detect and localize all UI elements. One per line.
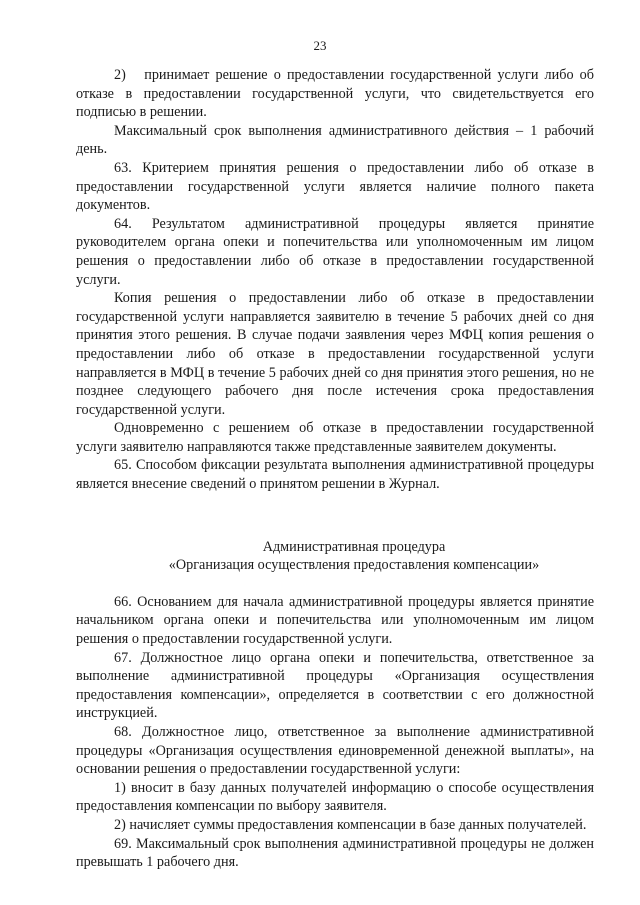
paragraph-68-item-2: 2) начисляет суммы предоставления компенсации в базе данных получателей. — [114, 816, 587, 833]
section-heading-title: Административная процедура — [262, 538, 446, 555]
paragraph-66: 66. Основанием для начала административной процедуры является принятие начальником органа опеки и попечительства или уполномоченным им лицом решения о предоставлении государственной услуги. — [76, 593, 594, 648]
paragraph-64: 64. Результатом административной процедуры является принятие руководителем органа опеки и попечительства или уполномоченным им лицом решения о предоставлении либо об отказе в предоставлении государственной услуги. — [76, 215, 594, 288]
paragraph-decision-copy: Копия решения о предоставлении либо об отказе в предоставлении государственной услуги направляется заявителю в течение 5 рабочих дней со дня принятия этого решения. В случае подачи заявления через МФЦ копия решения о предоставлении либо об отказе в предоставлении государственной услуги направляется в МФЦ в течение 5 рабочих дней со дня принятия этого решения, но не позднее следующего рабочего дня после истечения срока предоставления государственной услуги. — [76, 290, 594, 418]
paragraph-68: 68. Должностное лицо, ответственное за выполнение административной процедуры «Организация осуществления единовременной денежной выплаты», на основании решения о предоставлении государственной услуги: — [76, 724, 594, 778]
page-number: 23 — [313, 38, 327, 53]
paragraph-67: 67. Должностное лицо органа опеки и попечительства, ответственное за выполнение административной процедуры «Организация осуществления предоставления компенсации», определяется в соответствии с его должностной инструкцией. — [76, 649, 594, 722]
document-body — [76, 66, 594, 872]
section-spacer — [76, 494, 594, 538]
paragraph-63: 63. Критерием принятия решения о предоставлении либо об отказе в предоставлении государственной услуги является наличие полного пакета документов. — [76, 159, 594, 214]
paragraph-max-term-action: Максимальный срок выполнения административного действия – 1 рабочий день. — [76, 122, 594, 158]
paragraph-refusal-documents: Одновременно с решением об отказе в предоставлении государственной услуги заявителю направляются также представленные заявителем документы. — [76, 420, 594, 455]
paragraph-68-item-1: 1) вносит в базу данных получателей информацию о способе осуществления предоставления компенсации по выбору заявителя. — [76, 779, 594, 815]
paragraph-69: 69. Максимальный срок выполнения административной процедуры не должен превышать 1 рабочего дня. — [76, 835, 594, 871]
section-heading-subtitle: «Организация осуществления предоставления компенсации» — [168, 557, 540, 574]
paragraph-65: 65. Способом фиксации результата выполнения административной процедуры является внесение сведений о принятом решении в Журнал. — [76, 457, 594, 493]
section-spacer-small — [76, 575, 594, 593]
paragraph-item-2-decision: 2) принимает решение о предоставлении государственной услуги либо об отказе в предоставлении государственной услуги, что свидетельствуется его подписью в решении. — [76, 67, 594, 121]
